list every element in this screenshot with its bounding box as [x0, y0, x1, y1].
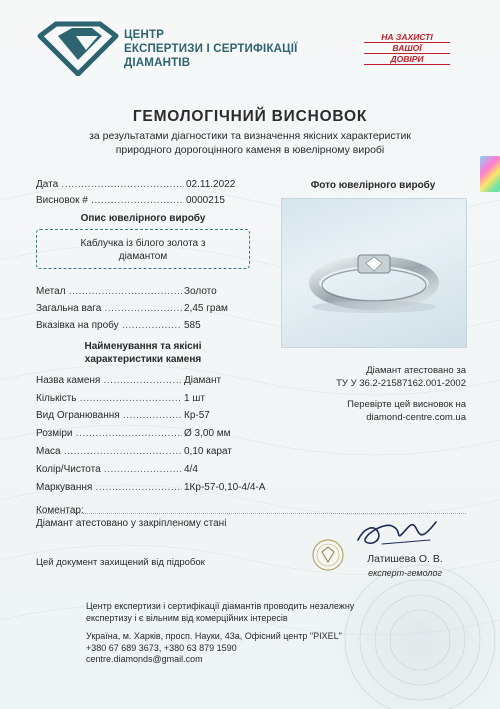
statement-line1: Центр експертизи і сертифікації діамантів проводить незалежну [86, 601, 355, 611]
org-name-line2: ЕКСПЕРТИЗИ І СЕРТИФІКАЦІЇ [124, 43, 298, 55]
size-label: Розміри ..... [36, 428, 182, 439]
verify-website-link[interactable]: diamond-centre.com.ua [366, 411, 466, 423]
stone-characteristics-heading [36, 340, 250, 366]
verify-note [347, 399, 466, 424]
email-link[interactable]: centre.diamonds@gmail.com [86, 654, 203, 664]
statement-line2: експертизу і є вільним від комерційних інтересів [86, 613, 288, 623]
protect-line1: НА ЗАХИСТІ [364, 32, 450, 43]
signer-title: експерт-гемолог [368, 568, 442, 578]
assay-value: 585 [184, 320, 201, 331]
conclusion-number-value: 0000215 [186, 195, 225, 206]
certified-line1: Діамант атестовано за [366, 365, 466, 376]
stone-heading-line1: Найменування та якісні [84, 341, 202, 352]
color-clarity-label: Колір/Чистота ..... [36, 464, 182, 475]
expert-signature-icon [352, 510, 442, 552]
protect-line2: ВАШОЇ [364, 43, 450, 54]
mass-value: 0,10 карат [184, 446, 232, 457]
metal-label: Метал ..... [36, 286, 182, 297]
protect-line3: ДОВІРИ [364, 54, 450, 65]
center-statement [86, 600, 416, 624]
comment-label: Коментар: [36, 505, 84, 516]
signer-name: Латишева О. В. [367, 553, 443, 565]
org-name-line3: ДІАМАНТІВ [124, 57, 191, 69]
subtitle-line1: за результатами діагностики та визначення якісних характеристик [89, 130, 411, 142]
subtitle-line2: природного дорогоцінного каменя в ювелірному виробі [115, 144, 385, 156]
phones: +380 67 689 3673, +380 63 879 1590 [86, 642, 237, 653]
total-weight-label: Загальна вага ..... [36, 303, 182, 314]
size-value: Ø 3,00 мм [184, 428, 231, 439]
protect-slogan [364, 32, 450, 65]
item-description-line2: діамантом [118, 251, 168, 262]
verify-line1: Перевірте цей висновок на [347, 399, 466, 410]
anti-counterfeit-note: Цей документ захищений від підробок [36, 557, 205, 568]
gemological-seal-icon [311, 538, 345, 572]
assay-label: Вказівка на пробу ..... [36, 320, 182, 331]
mass-label: Маса ..... [36, 446, 182, 457]
diamond-logo-icon [36, 20, 120, 76]
contact-info [86, 631, 416, 666]
ring-image-icon [282, 199, 466, 347]
quantity-value: 1 шт [184, 393, 205, 404]
document-subtitle [40, 129, 460, 157]
quantity-label: Кількість ..... [36, 393, 182, 404]
certified-note [336, 365, 466, 390]
conclusion-number-label: Висновок # ..... [36, 195, 184, 206]
metal-value: Золото [184, 286, 217, 297]
stone-heading-line2: характеристики каменя [84, 354, 202, 365]
item-description-line1: Каблучка із білого золота з [80, 238, 206, 249]
item-description-heading: Опис ювелірного виробу [80, 213, 206, 224]
photo-title: Фото ювелірного виробу [310, 180, 436, 191]
item-description-box [36, 229, 250, 269]
certified-line2: ТУ У 36.2-21587162.001-2002 [336, 377, 466, 389]
stone-name-value: Діамант [184, 375, 222, 386]
total-weight-value: 2,45 грам [184, 303, 228, 314]
color-clarity-value: 4/4 [184, 464, 198, 475]
date-label: Дата ..... [36, 179, 184, 190]
cut-type-value: Кр-57 [184, 410, 210, 421]
org-name-line1: ЦЕНТР [124, 29, 165, 41]
hologram-sticker-icon [480, 156, 500, 192]
stone-name-label: Назва каменя ..... [36, 375, 182, 386]
date-value: 02.11.2022 [186, 179, 236, 190]
comment-text: Діамант атестовано у закріпленому стані [36, 518, 227, 529]
document-title: ГЕМОЛОГІЧНИЙ ВИСНОВОК [132, 108, 368, 125]
address: Україна, м. Харків, просп. Науки, 43а, Офісний центр "PIXEL" [86, 631, 342, 641]
organization-name [124, 28, 354, 70]
marking-label: Маркування ..... [36, 482, 182, 493]
ring-photo [281, 198, 467, 348]
marking-value: 1Кр-57-0,10-4/4-А [184, 482, 266, 493]
cut-type-label: Вид Огранювання ..... [36, 410, 182, 421]
